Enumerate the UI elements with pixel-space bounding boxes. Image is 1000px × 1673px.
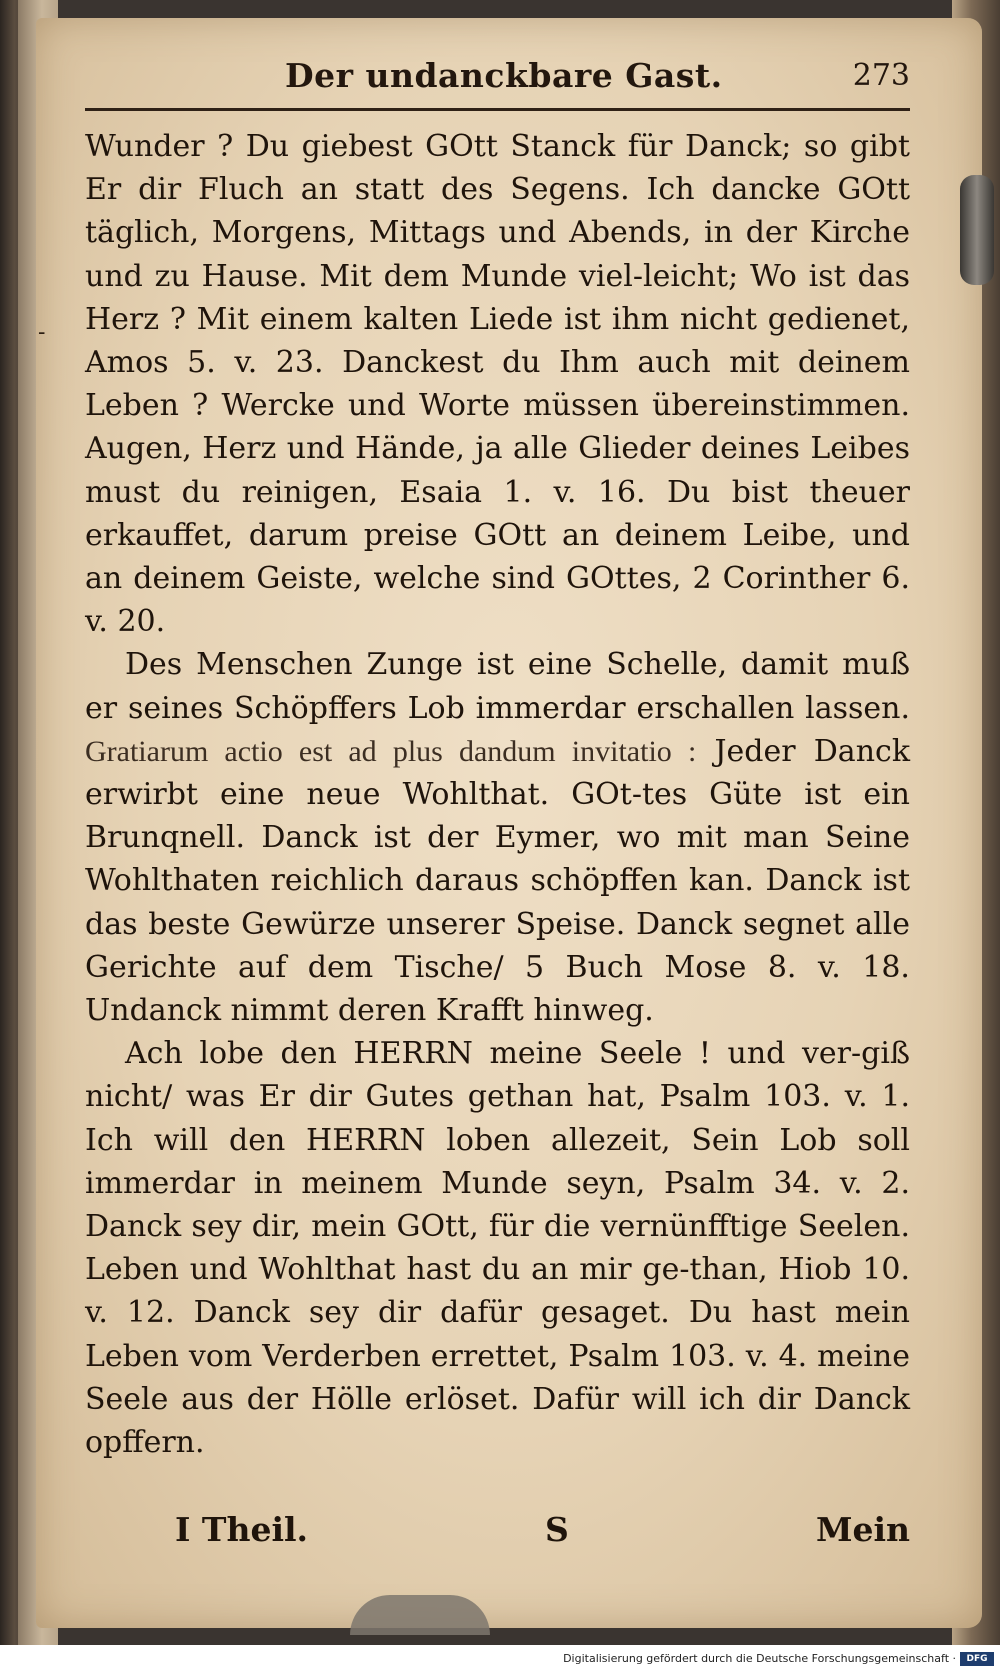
page-header bbox=[90, 50, 910, 106]
text-line: leicht; Wo ist das Herz ? Mit einem kalten Liede ist bbox=[85, 258, 910, 337]
catchword: Mein bbox=[815, 1510, 910, 1549]
text-line: Speise. Danck segnet alle Gerichte auf dem Tische/ bbox=[85, 906, 911, 985]
part-label: I Theil. bbox=[175, 1510, 309, 1549]
text-line: v. 1. Ich will den HERRN loben allezeit, Sein bbox=[85, 1079, 910, 1158]
page-clip bbox=[960, 175, 994, 285]
text-line: v. 16. Du bist theuer erkauffet, darum preise GOtt bbox=[85, 474, 910, 553]
page-number: 273 bbox=[852, 58, 910, 93]
text-line: Wunder ? Du giebest GOtt Stanck für Danck; bbox=[85, 129, 792, 164]
text-line: er seines Schöpffers Lob immerdar erschallen lassen. bbox=[85, 690, 910, 726]
text-line: Des Menschen Zunge ist eine Schelle, damit muß bbox=[125, 647, 910, 683]
body-text bbox=[85, 125, 910, 1464]
digitization-credit bbox=[0, 1645, 1000, 1673]
paragraph-1 bbox=[85, 125, 910, 643]
text-line: tes Güte ist ein Brunqnell. Danck ist der Eymer, bbox=[85, 777, 911, 856]
text-line: Lob soll immerdar in meinem Munde seyn, Psalm 34. bbox=[85, 1122, 910, 1201]
text-line: schöpffen kan. Danck ist das beste Gewürze unserer bbox=[85, 863, 910, 942]
paragraph-2 bbox=[85, 643, 910, 1032]
text-line: than, Hiob 10. v. 12. Danck sey dir dafür gesaget. bbox=[85, 1252, 910, 1331]
dfg-logo: DFG bbox=[960, 1652, 994, 1666]
text-line: giß nicht/ was Er dir Gutes gethan hat, Psalm 103. bbox=[85, 1036, 910, 1115]
header-rule bbox=[85, 108, 910, 111]
text-line: will ich dir Danck opffern. bbox=[85, 1381, 911, 1461]
signature-mark: S bbox=[545, 1510, 569, 1549]
paragraph-3 bbox=[85, 1032, 910, 1464]
text-line: Ach lobe den HERRN meine Seele ! und ver- bbox=[125, 1036, 862, 1072]
text-line: GOtt täglich, Morgens, Mittags und Abends, in bbox=[85, 172, 910, 251]
text-line: 5 Buch Mose 8. v. 18. Undanck nimmt deren Krafft bbox=[85, 949, 910, 1029]
text-line: hinweg. bbox=[533, 993, 654, 1029]
text-line: ja alle Glieder deines Leibes must du reinigen, Esaia 1. bbox=[85, 431, 910, 510]
text-line: so gibt Er dir Fluch an statt des Segens. Ich dancke bbox=[85, 129, 910, 208]
text-line: Jeder Danck erwirbt eine neue Wohlthat. GOt- bbox=[85, 733, 910, 813]
text-line: v. 2. Danck sey dir, mein GOtt, für die vernünfftige bbox=[85, 1165, 910, 1245]
text-line: wo mit man Seine Wohlthaten reichlich daraus bbox=[85, 820, 911, 899]
credit-text: Digitalisierung gefördert durch die Deutsche Forschungsgemeinschaft · bbox=[563, 1652, 956, 1665]
margin-mark: - bbox=[38, 320, 46, 345]
bottom-clip bbox=[350, 1595, 490, 1635]
text-line: Seelen. Leben und Wohlthat hast du an mir ge- bbox=[85, 1209, 910, 1288]
running-head: Der undanckbare Gast. bbox=[285, 56, 723, 95]
text-line: GOttes, 2 Corinther 6. v. 20. bbox=[85, 561, 910, 640]
text-line: müssen übereinstimmen. Augen, Herz und Hände, bbox=[85, 388, 910, 467]
page-footer bbox=[85, 1510, 910, 1560]
text-line: Du hast mein Leben vom Verderben errettet, Psalm bbox=[85, 1295, 910, 1374]
text-line: an deinem Leibe, und an deinem Geiste, welche sind bbox=[85, 517, 910, 597]
text-line: ihm nicht gedienet, Amos 5. v. 23. Danckest du bbox=[85, 301, 910, 381]
text-line: 103. v. 4. meine Seele aus der Hölle erlöset. Dafür bbox=[85, 1338, 910, 1417]
latin-quotation: Gratiarum actio est ad plus dandum invitatio : bbox=[85, 734, 697, 768]
text-line: der Kirche und zu Hause. Mit dem Munde viel- bbox=[85, 215, 910, 294]
text-line: Ihm auch mit deinem Leben ? Wercke und Worte bbox=[85, 345, 910, 424]
